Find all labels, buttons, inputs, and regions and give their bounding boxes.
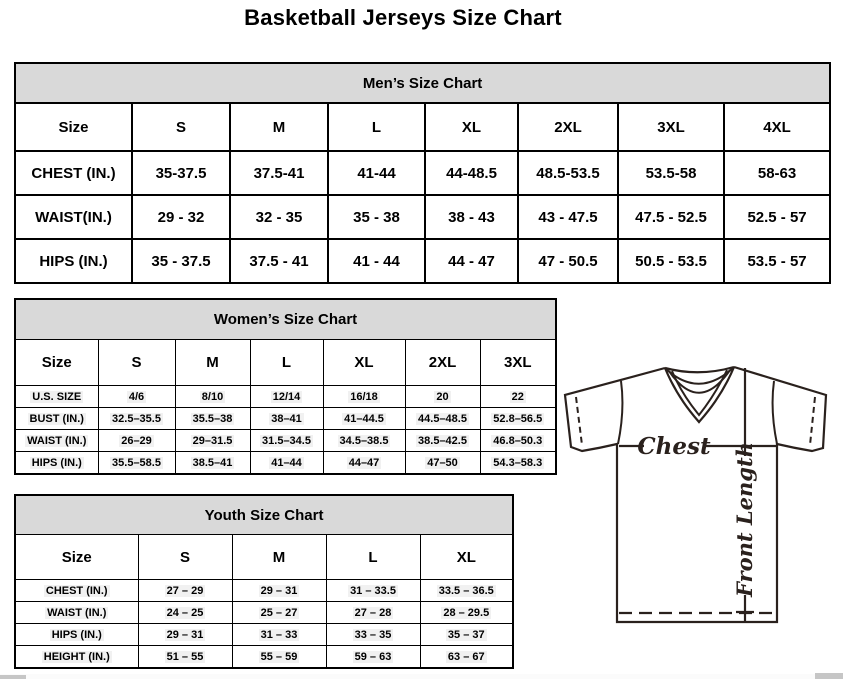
cell: 51 – 55	[138, 646, 232, 669]
col-header: M	[232, 535, 326, 580]
cell: 44-48.5	[425, 151, 518, 195]
cell: 38 - 43	[425, 195, 518, 239]
cell: 29–31.5	[175, 430, 250, 452]
mens-chart-title: Men’s Size Chart	[15, 63, 830, 103]
armhole-seam-right	[773, 381, 777, 444]
cell: 41-44	[328, 151, 425, 195]
horizontal-scrollbar-track[interactable]	[0, 674, 843, 679]
front-length-label: Front Length	[732, 442, 757, 597]
cell: 32.5–35.5	[98, 408, 175, 430]
cell: 26–29	[98, 430, 175, 452]
cell: 55 – 59	[232, 646, 326, 669]
table-row	[15, 408, 556, 430]
cell: 35.5–38	[175, 408, 250, 430]
cell: 33.5 – 36.5	[420, 580, 513, 602]
cell: 43 - 47.5	[518, 195, 618, 239]
cell: 37.5 - 41	[230, 239, 328, 283]
col-header: XL	[420, 535, 513, 580]
cell: 29 - 32	[132, 195, 230, 239]
cell: 38.5–41	[175, 452, 250, 475]
cell: 46.8–50.3	[480, 430, 556, 452]
row-label: U.S. SIZE	[15, 386, 98, 408]
cell: 59 – 63	[326, 646, 420, 669]
cell: 41–44.5	[323, 408, 405, 430]
col-header: M	[175, 340, 250, 386]
table-row	[15, 430, 556, 452]
col-header: 4XL	[724, 103, 830, 151]
cell: 41 - 44	[328, 239, 425, 283]
col-header: S	[132, 103, 230, 151]
row-label: WAIST (IN.)	[15, 430, 98, 452]
table-row	[15, 239, 830, 283]
cell: 53.5-58	[618, 151, 724, 195]
cell: 31 – 33.5	[326, 580, 420, 602]
cell: 31.5–34.5	[250, 430, 323, 452]
womens-chart-title: Women’s Size Chart	[15, 299, 556, 340]
cell: 37.5-41	[230, 151, 328, 195]
cell: 52.8–56.5	[480, 408, 556, 430]
cell: 58-63	[724, 151, 830, 195]
cell: 12/14	[250, 386, 323, 408]
cell: 33 – 35	[326, 624, 420, 646]
cell: 38.5–42.5	[405, 430, 480, 452]
col-header: L	[328, 103, 425, 151]
cell: 27 – 28	[326, 602, 420, 624]
cell: 28 – 29.5	[420, 602, 513, 624]
scrollbar-fragment-right[interactable]	[815, 673, 843, 679]
row-label: HEIGHT (IN.)	[15, 646, 138, 669]
col-header: XL	[425, 103, 518, 151]
row-label: BUST (IN.)	[15, 408, 98, 430]
cell: 54.3–58.3	[480, 452, 556, 475]
chest-label: Chest	[637, 433, 711, 460]
col-header: Size	[15, 103, 132, 151]
col-header: XL	[323, 340, 405, 386]
cell: 50.5 - 53.5	[618, 239, 724, 283]
cell: 34.5–38.5	[323, 430, 405, 452]
col-header: 3XL	[618, 103, 724, 151]
col-header: L	[250, 340, 323, 386]
cell: 25 – 27	[232, 602, 326, 624]
cell: 52.5 - 57	[724, 195, 830, 239]
cell: 29 – 31	[138, 624, 232, 646]
table-row	[15, 195, 830, 239]
table-row	[15, 580, 513, 602]
collar-top-edge	[665, 367, 734, 372]
cell: 35 – 37	[420, 624, 513, 646]
cuff-dashed-left	[576, 397, 582, 445]
row-label: HIPS (IN.)	[15, 624, 138, 646]
cell: 63 – 67	[420, 646, 513, 669]
col-header: M	[230, 103, 328, 151]
col-header: 2XL	[405, 340, 480, 386]
row-label: WAIST (IN.)	[15, 602, 138, 624]
cell: 47–50	[405, 452, 480, 475]
mens-size-chart-table	[14, 62, 831, 284]
col-header: S	[138, 535, 232, 580]
cell: 35-37.5	[132, 151, 230, 195]
youth-size-chart-table	[14, 494, 514, 669]
cell: 48.5-53.5	[518, 151, 618, 195]
page-title: Basketball Jerseys Size Chart	[244, 5, 562, 30]
cell: 29 – 31	[232, 580, 326, 602]
col-header: 2XL	[518, 103, 618, 151]
col-header: Size	[15, 535, 138, 580]
cell: 53.5 - 57	[724, 239, 830, 283]
cell: 8/10	[175, 386, 250, 408]
cell: 31 – 33	[232, 624, 326, 646]
cell: 41–44	[250, 452, 323, 475]
cell: 32 - 35	[230, 195, 328, 239]
cell: 44–47	[323, 452, 405, 475]
cell: 4/6	[98, 386, 175, 408]
col-header: L	[326, 535, 420, 580]
table-row	[15, 452, 556, 475]
cell: 22	[480, 386, 556, 408]
scrollbar-fragment-left[interactable]	[0, 675, 26, 679]
cell: 35 - 37.5	[132, 239, 230, 283]
cuff-dashed-right	[810, 397, 815, 445]
col-header: Size	[15, 340, 98, 386]
jersey-outline	[565, 367, 826, 622]
cell: 35 - 38	[328, 195, 425, 239]
cell: 20	[405, 386, 480, 408]
col-header: 3XL	[480, 340, 556, 386]
row-label: CHEST (IN.)	[15, 151, 132, 195]
col-header: S	[98, 340, 175, 386]
table-row	[15, 151, 830, 195]
row-label: CHEST (IN.)	[15, 580, 138, 602]
cell: 47.5 - 52.5	[618, 195, 724, 239]
cell: 24 – 25	[138, 602, 232, 624]
armhole-seam-left	[618, 381, 622, 444]
womens-size-chart-table	[14, 298, 557, 475]
cell: 44.5–48.5	[405, 408, 480, 430]
row-label: HIPS (IN.)	[15, 452, 98, 475]
row-label: HIPS (IN.)	[15, 239, 132, 283]
cell: 35.5–58.5	[98, 452, 175, 475]
table-row	[15, 602, 513, 624]
table-row	[15, 386, 556, 408]
table-row	[15, 646, 513, 669]
jersey-measurement-diagram	[555, 355, 843, 679]
row-label: WAIST(IN.)	[15, 195, 132, 239]
cell: 27 – 29	[138, 580, 232, 602]
cell: 16/18	[323, 386, 405, 408]
table-row	[15, 624, 513, 646]
cell: 47 - 50.5	[518, 239, 618, 283]
youth-chart-title: Youth Size Chart	[15, 495, 513, 535]
cell: 44 - 47	[425, 239, 518, 283]
cell: 38–41	[250, 408, 323, 430]
